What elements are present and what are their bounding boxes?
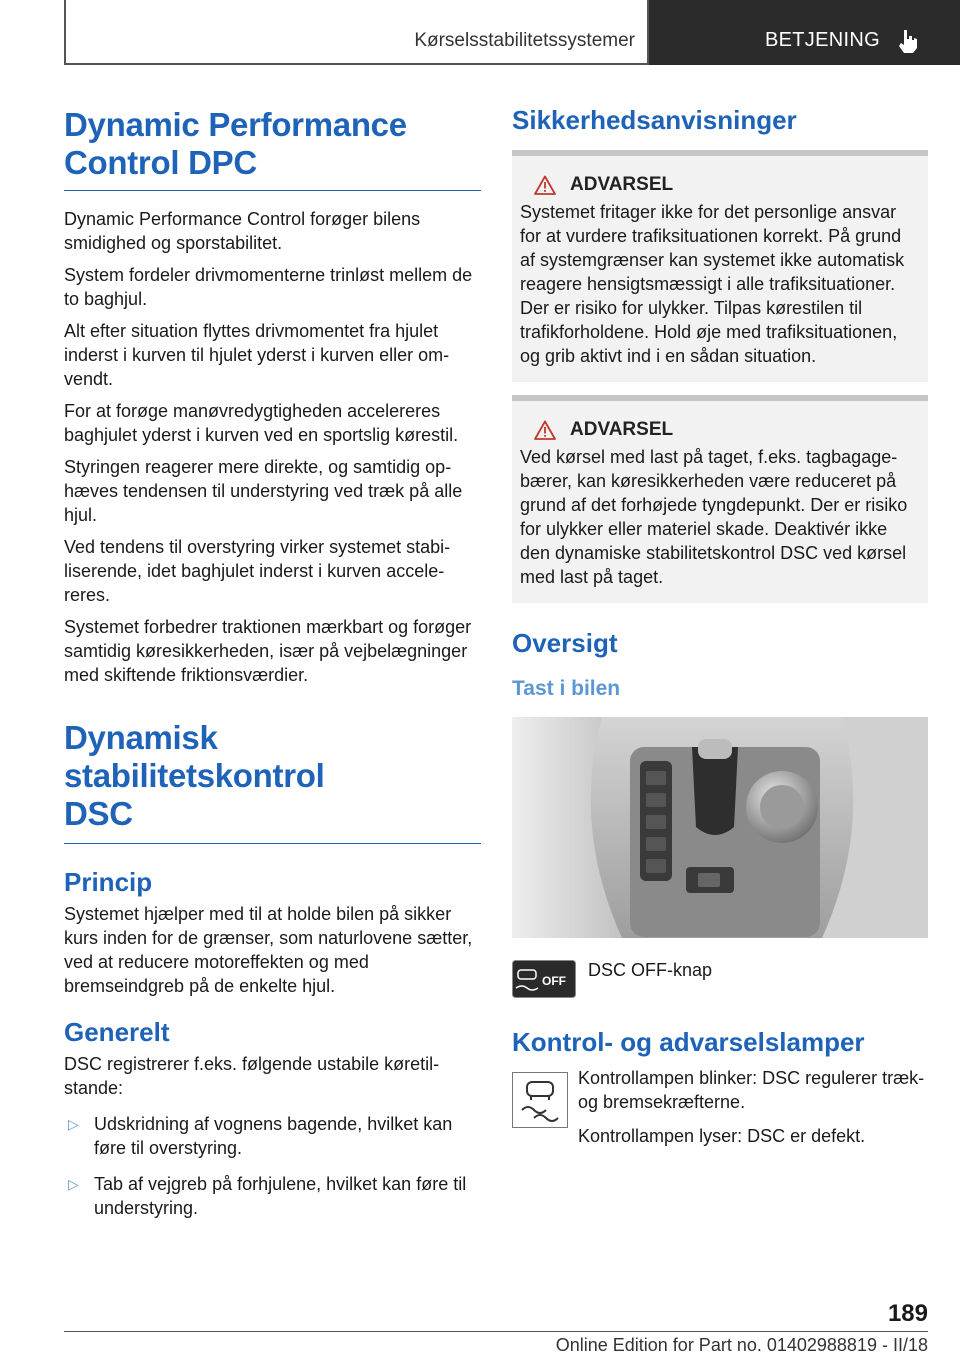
- dpc-title: [64, 100, 481, 182]
- header-chapter-title: BETJENING: [765, 29, 880, 51]
- warning-triangle-icon: [534, 420, 556, 440]
- list-item: [64, 1112, 481, 1160]
- warning-label: ADVARSEL: [570, 174, 674, 195]
- right-column: [512, 100, 928, 1176]
- dsc-title-rule: [64, 843, 481, 844]
- dsc-off-row: [512, 958, 928, 1004]
- tast-heading: Tast i bilen: [512, 677, 621, 700]
- dsc-off-icon-text: OFF: [542, 974, 566, 988]
- dsc-lamp-icon: [512, 1072, 568, 1133]
- left-column: [64, 100, 481, 1220]
- warning-triangle-icon: [534, 175, 556, 195]
- triangle-bullet-icon: ▷: [68, 1116, 79, 1132]
- warning-box: [512, 395, 928, 603]
- oversigt-heading: Oversigt: [512, 628, 618, 658]
- princip-text: Systemet hjælper med til at holde bilen på sikker kurs inden for de grænser, som naturlovene sætter, ved at reducere motoreffekten og med bremseindgreb på de enkelte hjul.: [64, 904, 473, 996]
- center-console-image: [512, 717, 928, 938]
- dpc-paragraph: System fordeler drivmomenterne trinløst mellem de to baghjul.: [64, 265, 473, 309]
- hand-pointer-icon: [897, 28, 919, 54]
- list-item: [64, 1172, 481, 1220]
- footer-rule: [64, 1331, 928, 1332]
- warning-header: [534, 419, 920, 441]
- dpc-paragraph: Ved tendens til overstyring virker systemet stabiliserende, idet baghjulet inderst i kurven accelereres.: [64, 537, 451, 605]
- generelt-heading: Generelt: [64, 1017, 170, 1047]
- center-console-photo: [512, 717, 928, 938]
- kontrol-heading: Kontrol- og advarselslamper: [512, 1027, 865, 1057]
- header-chapter-box: [649, 0, 960, 65]
- warning-box: [512, 150, 928, 382]
- dpc-title-rule: [64, 190, 481, 191]
- dpc-paragraph: Systemet forbedrer traktionen mærkbart og forøger samtidig køresikkerheden, især på vejbelægninger med skiftende friktionsværdier.: [64, 617, 472, 685]
- bullet-list: [64, 1112, 481, 1220]
- lamp-section: [512, 1066, 928, 1176]
- list-item-text: Tab af vejgreb på forhjulene, hvilket kan føre til understyring.: [94, 1174, 467, 1218]
- dpc-title-line2: Control DPC: [64, 144, 257, 181]
- dpc-paragraph: Dynamic Performance Control forøger bilens smidighed og sporstabilitet.: [64, 209, 421, 253]
- page-header: [64, 0, 960, 65]
- dpc-paragraph: Styringen reagerer mere direkte, og samtidig ophæves tendensen til understyring ved træk på alle hjul.: [64, 457, 463, 525]
- dsc-title-line1: Dynamisk stabilitetskontrol: [64, 719, 325, 794]
- princip-heading: Princip: [64, 867, 153, 897]
- dpc-paragraph: Alt efter situation flyttes drivmomentet fra hjulet inderst i kurven til hjulet yderst i kurven eller omvendt.: [64, 321, 450, 389]
- edition-text: Online Edition for Part no. 01402988819 - II/18: [555, 1335, 928, 1355]
- warning-header: [534, 174, 920, 196]
- list-item-text: Udskridning af vognens bagende, hvilket kan føre til overstyring.: [94, 1114, 453, 1158]
- dsc-off-label: DSC OFF-knap: [588, 960, 713, 980]
- warning-text: Ved kørsel med last på taget, f.eks. tagbagagebærer, kan køresikkerheden være reduceret på grund af det forhøjede tyngdepunkt. Der er risiko for ulykker eller materiel skade. Deaktivér ikke den dynamiske stabilitetskontrol DSC ved kørsel med last på taget.: [520, 447, 908, 587]
- dpc-title-line1: Dynamic Performance: [64, 106, 407, 143]
- generelt-text: DSC registrerer f.eks. følgende ustabile køretilstande:: [64, 1054, 440, 1098]
- lamp-text-lit: Kontrollampen lyser: DSC er defekt.: [578, 1126, 866, 1146]
- dpc-body: [64, 207, 481, 687]
- header-section-box: [64, 0, 649, 65]
- page-number: 189: [887, 1300, 928, 1327]
- dsc-title: [64, 719, 481, 833]
- dpc-paragraph: For at forøge manøvredygtigheden accelereres baghjulet yderst i kurven ved en sportslig kørestil.: [64, 401, 459, 445]
- warning-label: ADVARSEL: [570, 419, 674, 440]
- lamp-text-blinking: Kontrollampen blinker: DSC regulerer træk- og bremsekræfterne.: [578, 1068, 925, 1112]
- header-section-title: Kørselsstabilitetssystemer: [414, 30, 635, 51]
- dsc-off-button-icon: [512, 960, 576, 1003]
- warning-text: Systemet fritager ikke for det personlige ansvar for at vurdere trafiksituationen korrekt. På grund af systemgrænser kan systemet ikke automatisk reagere hensigtsmæssigt i alle trafiksituationer. Der er risiko for ulykker. Tilpas kørestilen til trafikforholdene. Hold øje med trafiksituationen, og grib aktivt ind i en sådan situation.: [520, 202, 905, 366]
- lamp-texts: [578, 1066, 928, 1148]
- dsc-title-line2: DSC: [64, 795, 133, 832]
- triangle-bullet-icon: ▷: [68, 1176, 79, 1192]
- safety-heading: Sikkerhedsanvisninger: [512, 105, 797, 135]
